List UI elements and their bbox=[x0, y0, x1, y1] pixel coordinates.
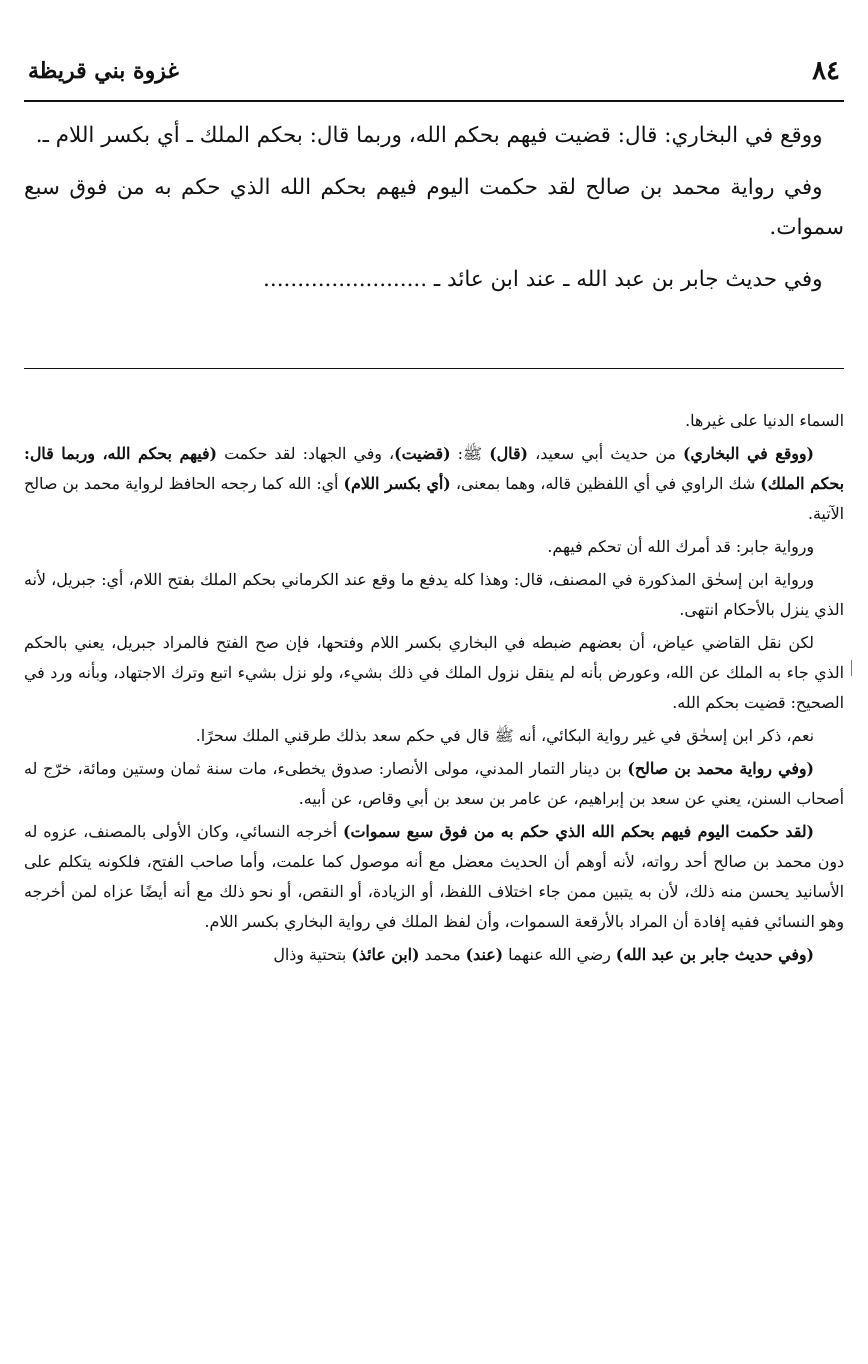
quoted-phrase: (وفي حديث جابر بن عبد الله) bbox=[615, 945, 814, 964]
margin-mark bbox=[851, 660, 852, 676]
quoted-phrase: (فيهم بحكم الله، وربما قال: بحكم الملك) bbox=[24, 444, 845, 493]
page-number: ٨٤ bbox=[812, 56, 840, 86]
commentary-text-run: ﷺ: bbox=[450, 444, 490, 463]
continuation-dots: ........................ bbox=[263, 267, 428, 292]
main-paragraph: وفي حديث جابر بن عبد الله ـ عند ابن عائد ـ ........................ bbox=[263, 267, 823, 292]
commentary-text-run: شك الراوي في أي اللفظين قاله، وهما بمعنى، bbox=[450, 474, 761, 493]
commentary-text-run: بتحتية وذال bbox=[273, 945, 352, 964]
commentary-paragraph bbox=[24, 439, 844, 529]
quoted-phrase: (قال) bbox=[489, 444, 528, 463]
commentary-text-run: من حديث أبي سعيد، bbox=[528, 444, 683, 463]
commentary-text-run: السماء الدنيا على غيرها. bbox=[685, 411, 844, 430]
commentary-text-run: أخرجه النسائي، وكان الأولى بالمصنف، عزوه له دون محمد بن صالح أحد رواته، لأنه أوهم أن الحديث معضل مع أنه موصول كما علمت، وأما صاحب الفتح، فلكونه يتكلم على الأسانيد يحسن منه ذلك، لأن به يتبين ممن جاء اختلاف اللفظ، أو الزيادة، أو النقص، أو نحو ذلك مع أنه أيضًا عزاه لمن أخرجه وهو النسائي ففيه إفادة أن المراد بالأرقعة السموات، وأن لفظ الملك في رواية البخاري بكسر اللام. bbox=[24, 822, 844, 931]
quoted-phrase: (أي بكسر اللام) bbox=[343, 474, 451, 493]
commentary-paragraph bbox=[24, 754, 844, 814]
commentary-text-run: محمد bbox=[419, 945, 466, 964]
quoted-phrase: (عند) bbox=[465, 945, 504, 964]
commentary-text-run: ورواية ابن إسحٰق المذكورة في المصنف، قال: وهذا كله يدفع ما وقع عند الكرماني بحكم الملك بفتح اللام، أي: جبريل، لأنه الذي ينزل بالأحكام انتهى. bbox=[24, 570, 844, 619]
commentary-paragraph bbox=[24, 721, 844, 751]
commentary-text-run: رضي الله عنهما bbox=[503, 945, 616, 964]
commentary-paragraph bbox=[24, 406, 844, 436]
main-paragraph: وفي رواية محمد بن صالح لقد حكمت اليوم فيهم بحكم الله الذي حكم به من فوق سبع سموات. bbox=[24, 175, 844, 240]
commentary-text-run: لكن نقل القاضي عياض، أن بعضهم ضبطه في البخاري بكسر اللام وفتحها، فإن صح الفتح فالمراد جبريل، يعني بالحكم الذي جاء به الملك عن الله، وعورض بأنه لم ينقل نزول الملك في ذلك بشيء، ولو نزل بشيء اتبع وترك الاجتهاد، وبأنه ورد في الصحيح: قضيت بحكم الله. bbox=[24, 633, 844, 712]
quoted-phrase: (وفي رواية محمد بن صالح) bbox=[627, 759, 814, 778]
quoted-phrase: (ووقع في البخاري) bbox=[682, 444, 814, 463]
commentary-paragraph bbox=[24, 532, 844, 562]
divider bbox=[24, 368, 844, 369]
commentary-paragraph bbox=[24, 628, 844, 718]
book-page bbox=[24, 40, 844, 1340]
commentary-text-run: ، وفي الجهاد: لقد حكمت bbox=[217, 444, 395, 463]
running-title: غزوة بني قريظة bbox=[28, 58, 179, 84]
main-text bbox=[24, 116, 844, 312]
quoted-phrase: (قضيت) bbox=[394, 444, 451, 463]
commentary-text bbox=[24, 406, 844, 973]
commentary-text-run: أي: الله كما رجحه الحافظ لرواية محمد بن صالح الآتية. bbox=[24, 474, 844, 523]
commentary-text-run: ورواية جابر: قد أمرك الله أن تحكم فيهم. bbox=[547, 537, 814, 556]
page-header bbox=[24, 40, 844, 102]
commentary-text-run: بن دينار التمار المدني، مولى الأنصار: صدوق يخطىء، مات سنة ثمان وستين ومائة، خرّج له أصحاب السنن، يعني عن سعد بن إبراهيم، عن عامر بن سعد بن أبي وقاص، عن أبيه. bbox=[24, 759, 844, 808]
commentary-paragraph bbox=[24, 565, 844, 625]
main-paragraph: ووقع في البخاري: قال: قضيت فيهم بحكم الله، وربما قال: بحكم الملك ـ أي بكسر اللام ـ. bbox=[35, 123, 823, 148]
quoted-phrase: (ابن عائذ) bbox=[351, 945, 420, 964]
quoted-phrase: (لقد حكمت اليوم فيهم بحكم الله الذي حكم به من فوق سبع سموات) bbox=[343, 822, 814, 841]
commentary-text-run: نعم، ذكر ابن إسحٰق في غير رواية البكائي، أنه ﷺ قال في حكم سعد بذلك طرقني الملك سحرًا. bbox=[195, 726, 814, 745]
commentary-paragraph bbox=[24, 940, 844, 970]
commentary-paragraph bbox=[24, 817, 844, 937]
